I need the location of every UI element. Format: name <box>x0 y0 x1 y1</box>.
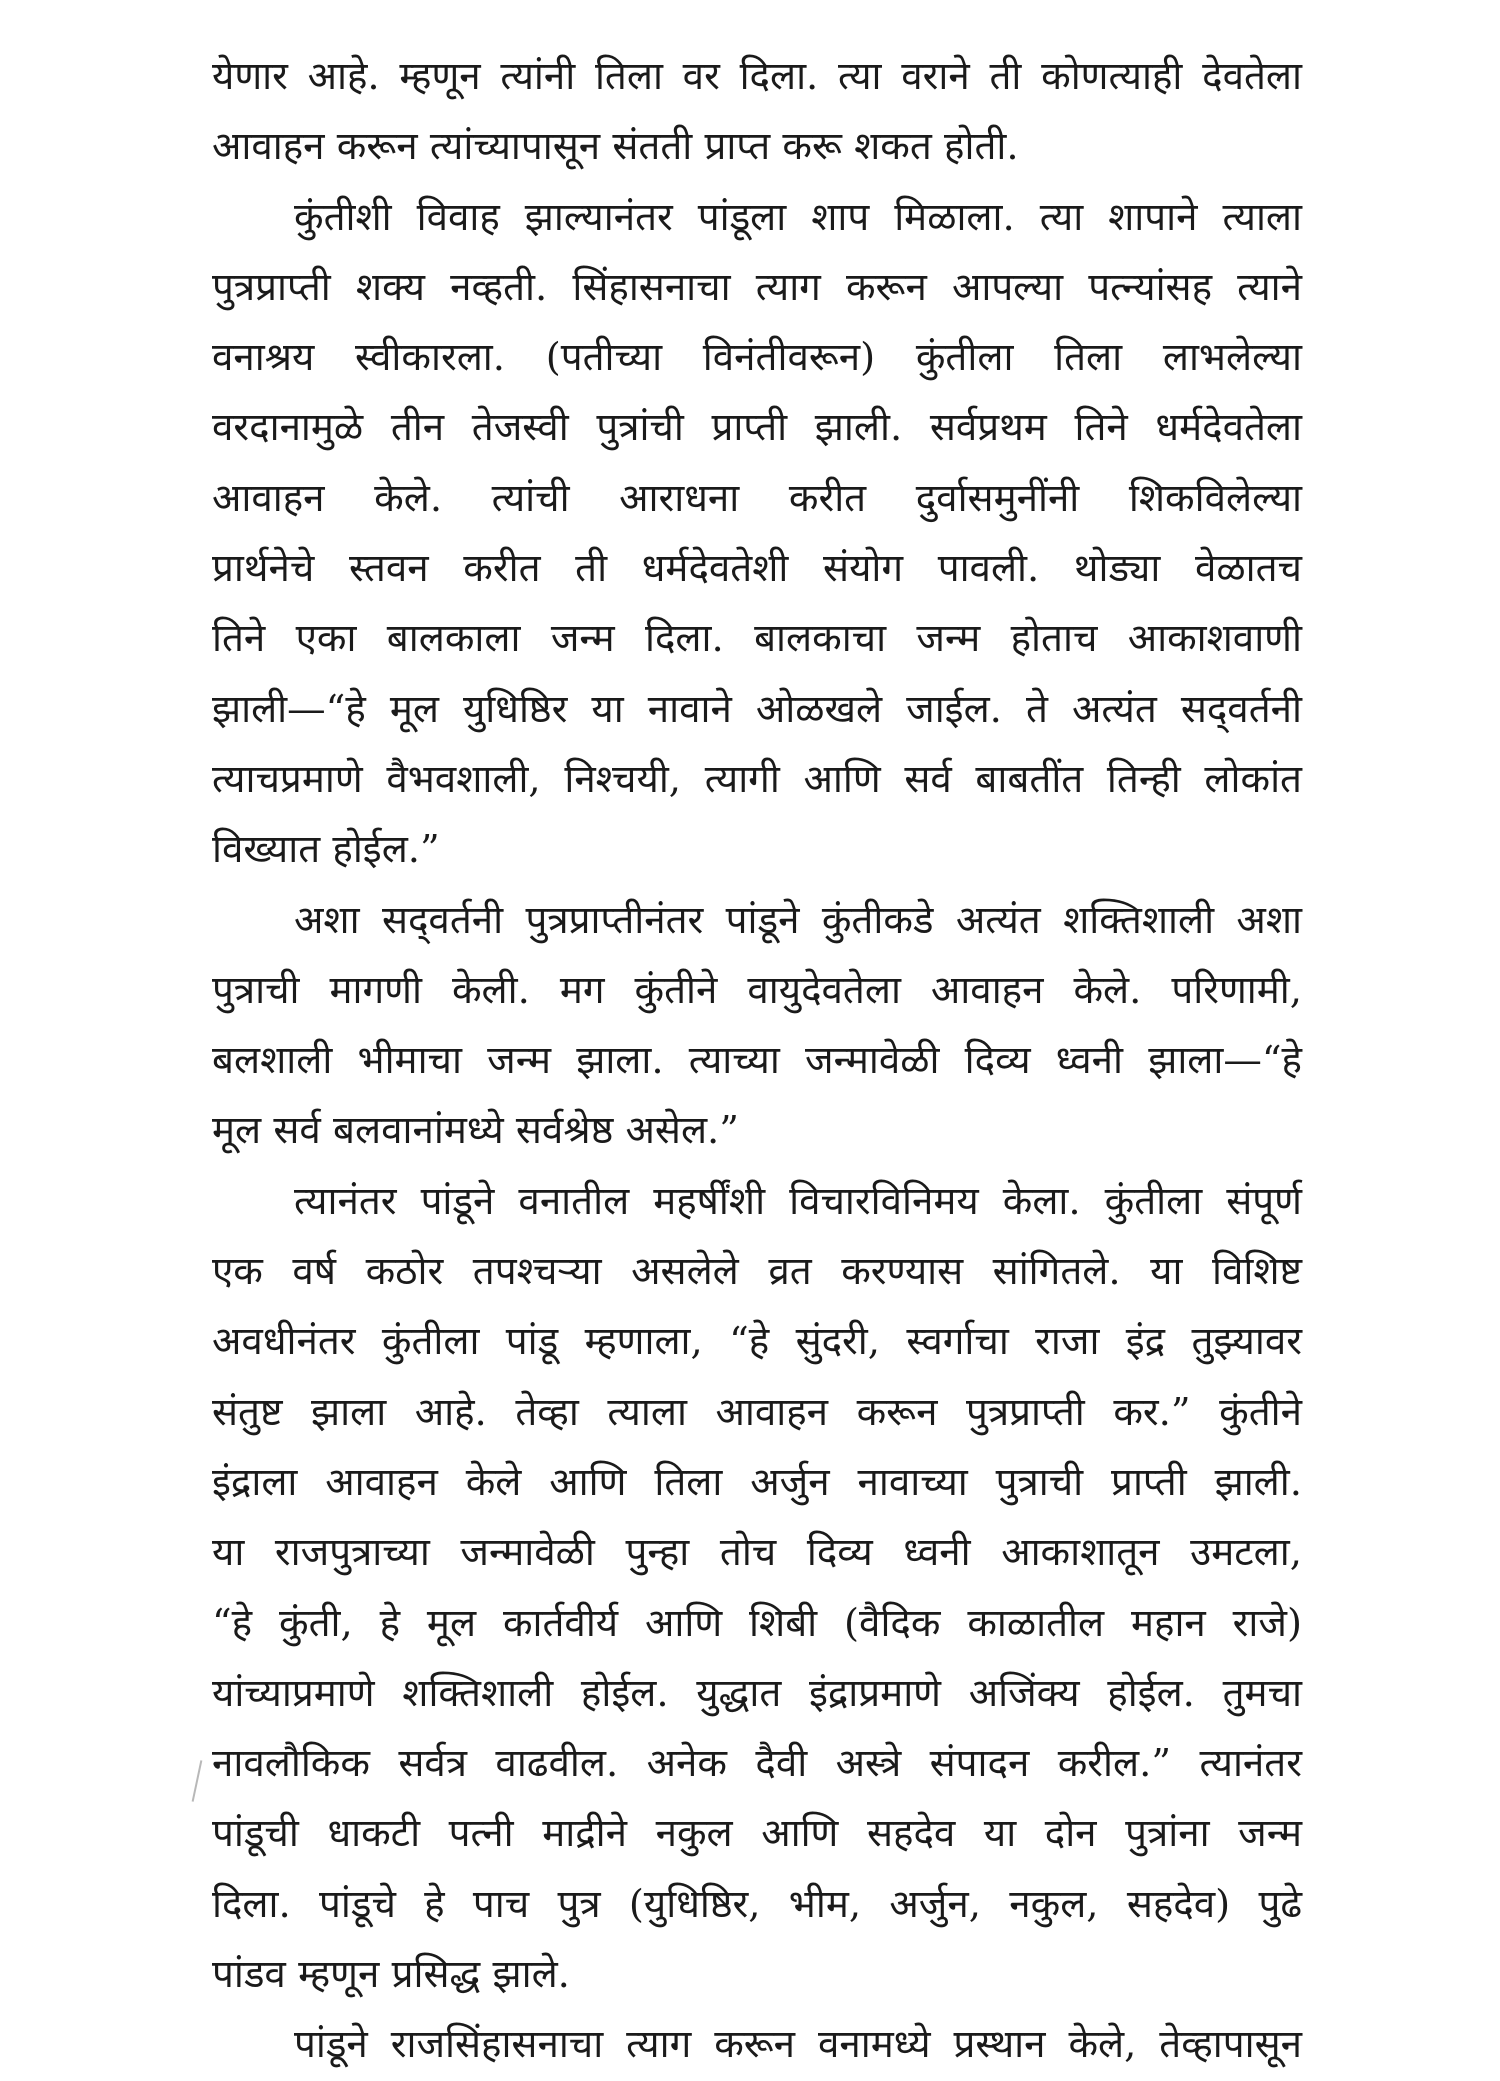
margin-pen-mark <box>192 1760 203 1801</box>
text-line: त्यानंतर पांडूने वनातील महर्षींशी विचारविनिमय केला. कुंतीला संपूर्ण <box>294 1178 1302 1224</box>
text-line: “हे कुंती, हे मूल कार्तवीर्य आणि शिबी (वैदिक काळातील महान राजे) <box>212 1600 1302 1646</box>
text-line: वरदानामुळे तीन तेजस्वी पुत्रांची प्राप्ती झाली. सर्वप्रथम तिने धर्मदेवतेला <box>212 405 1302 451</box>
text-line: नावलौकिक सर्वत्र वाढवील. अनेक दैवी अस्त्रे संपादन करील.” त्यानंतर <box>212 1741 1302 1787</box>
text-line: पांडूने राजसिंहासनाचा त्याग करून वनामध्ये प्रस्थान केले, तेव्हापासून <box>294 2022 1302 2068</box>
text-line: अवधीनंतर कुंतीला पांडू म्हणाला, “हे सुंदरी, स्वर्गाचा राजा इंद्र तुझ्यावर <box>212 1319 1302 1365</box>
text-line: पुत्रप्राप्ती शक्य नव्हती. सिंहासनाचा त्याग करून आपल्या पत्न्यांसह त्याने <box>212 264 1302 310</box>
text-line: एक वर्ष कठोर तपश्चऱ्या असलेले व्रत करण्यास सांगितले. या विशिष्ट <box>212 1249 1302 1295</box>
body-text <box>212 42 1302 2081</box>
text-line: झाली—“हे मूल युधिष्ठिर या नावाने ओळखले जाईल. ते अत्यंत सद्‌वर्तनी <box>212 686 1302 732</box>
text-line: कुंतीशी विवाह झाल्यानंतर पांडूला शाप मिळाला. त्या शापाने त्याला <box>294 194 1302 240</box>
text-line: त्याचप्रमाणे वैभवशाली, निश्चयी, त्यागी आणि सर्व बाबतींत तिन्ही लोकांत <box>212 756 1302 802</box>
text-line: या राजपुत्राच्या जन्मावेळी पुन्हा तोच दिव्य ध्वनी आकाशातून उमटला, <box>212 1530 1302 1576</box>
text-line: प्रार्थनेचे स्तवन करीत ती धर्मदेवतेशी संयोग पावली. थोड्या वेळातच <box>212 546 1302 592</box>
text-line: दिला. पांडूचे हे पाच पुत्र (युधिष्ठिर, भीम, अर्जुन, नकुल, सहदेव) पुढे <box>212 1881 1302 1927</box>
text-line: इंद्राला आवाहन केले आणि तिला अर्जुन नावाच्या पुत्राची प्राप्ती झाली. <box>212 1459 1302 1505</box>
text-line: पांडव म्हणून प्रसिद्ध झाले. <box>212 1952 570 1998</box>
text-line: येणार आहे. म्हणून त्यांनी तिला वर दिला. त्या वराने ती कोणत्याही देवतेला <box>212 54 1302 99</box>
text-line: यांच्याप्रमाणे शक्तिशाली होईल. युद्धात इंद्राप्रमाणे अजिंक्य होईल. तुमचा <box>212 1670 1302 1716</box>
text-line: पुत्राची मागणी केली. मग कुंतीने वायुदेवतेला आवाहन केले. परिणामी, <box>212 967 1302 1013</box>
text-line: संतुष्ट झाला आहे. तेव्हा त्याला आवाहन करून पुत्रप्राप्ती कर.” कुंतीने <box>212 1389 1302 1435</box>
text-line: मूल सर्व बलवानांमध्ये सर्वश्रेष्ठ असेल.” <box>212 1108 739 1154</box>
text-line: विख्यात होईल.” <box>212 827 440 873</box>
text-line: आवाहन केले. त्यांची आराधना करीत दुर्वासमुनींनी शिकविलेल्या <box>212 475 1302 521</box>
text-line: पांडूची धाकटी पत्नी माद्रीने नकुल आणि सहदेव या दोन पुत्रांना जन्म <box>212 1811 1302 1857</box>
text-line: तिने एका बालकाला जन्म दिला. बालकाचा जन्म होताच आकाशवाणी <box>212 616 1302 662</box>
text-line: बलशाली भीमाचा जन्म झाला. त्याच्या जन्मावेळी दिव्य ध्वनी झाला—“हे <box>212 1038 1302 1084</box>
text-line: अशा सद्‌वर्तनी पुत्रप्राप्तीनंतर पांडूने कुंतीकडे अत्यंत शक्तिशाली अशा <box>294 897 1302 943</box>
text-line: आवाहन करून त्यांच्यापासून संतती प्राप्त करू शकत होती. <box>212 124 1019 170</box>
text-line: वनाश्रय स्वीकारला. (पतीच्या विनंतीवरून) कुंतीला तिला लाभलेल्या <box>212 335 1302 381</box>
